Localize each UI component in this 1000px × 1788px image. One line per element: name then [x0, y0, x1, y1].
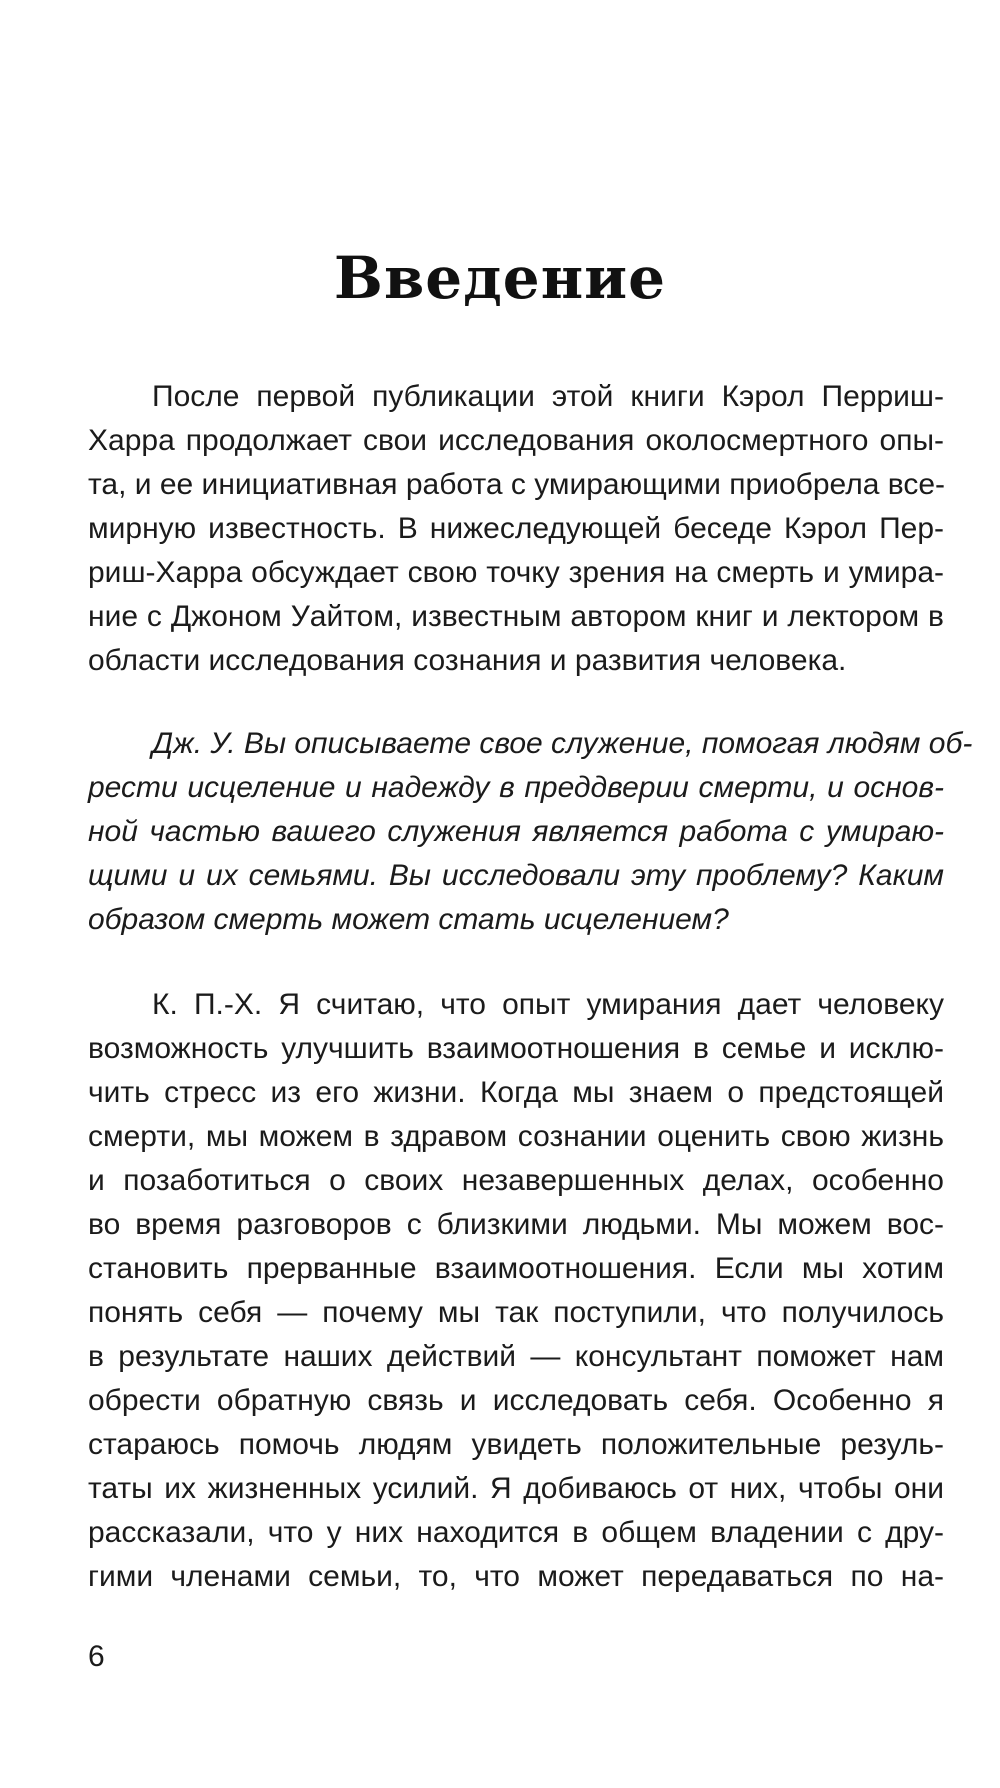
text-line: ние с Джоном Уайтом, известным автором книг и лектором в: [88, 600, 944, 633]
text-line: риш-Харра обсуждает свою точку зрения на смерть и умира-: [88, 556, 944, 589]
paragraph-question: [88, 722, 973, 942]
text-line: таты их жизненных усилий. Я добиваюсь от них, чтобы они: [88, 1472, 944, 1505]
text-line: После первой публикации этой книги Кэрол Перриш-: [152, 380, 944, 413]
paragraph-intro: [88, 375, 944, 683]
text-line: Дж. У. Вы описываете свое служение, помогая людям об-: [152, 727, 973, 760]
text-line: становить прерванные взаимоотношения. Если мы хотим: [88, 1252, 944, 1285]
text-line: рассказали, что у них находится в общем владении с дру-: [88, 1516, 944, 1549]
text-line: щими и их семьями. Вы исследовали эту проблему? Каким: [88, 859, 944, 892]
text-line: области исследования сознания и развития человека.: [88, 644, 847, 677]
text-line: возможность улучшить взаимоотношения в семье и исклю-: [88, 1032, 944, 1065]
text-line: чить стресс из его жизни. Когда мы знаем о предстоящей: [88, 1076, 944, 1109]
text-line: образом смерть может стать исцелением?: [88, 903, 729, 936]
text-line: К. П.-Х. Я считаю, что опыт умирания дает человеку: [152, 988, 944, 1021]
text-line: рести исцеление и надежду в преддверии смерти, и основ-: [88, 771, 944, 804]
chapter-title: Введение: [333, 244, 667, 312]
text-line: и позаботиться о своих незавершенных делах, особенно: [88, 1164, 944, 1197]
text-line: та, и ее инициативная работа с умирающими приобрела все-: [88, 468, 946, 501]
text-line: гими членами семьи, то, что может передаваться по на-: [88, 1560, 944, 1593]
text-line: понять себя — почему мы так поступили, что получилось: [88, 1296, 944, 1329]
text-line: в результате наших действий — консультант поможет нам: [88, 1340, 944, 1373]
text-line: обрести обратную связь и исследовать себя. Особенно я: [88, 1384, 944, 1417]
text-line: ной частью вашего служения является работа с умираю-: [88, 815, 944, 848]
paragraph-answer: [88, 983, 944, 1599]
text-line: стараюсь помочь людям увидеть положительные резуль-: [88, 1428, 944, 1461]
text-line: смерти, мы можем в здравом сознании оценить свою жизнь: [88, 1120, 944, 1153]
page-number: 6: [88, 1640, 105, 1673]
text-line: во время разговоров с близкими людьми. Мы можем вос-: [88, 1208, 944, 1241]
text-line: мирную известность. В нижеследующей беседе Кэрол Пер-: [88, 512, 944, 545]
text-line: Харра продолжает свои исследования околосмертного опы-: [88, 424, 944, 457]
